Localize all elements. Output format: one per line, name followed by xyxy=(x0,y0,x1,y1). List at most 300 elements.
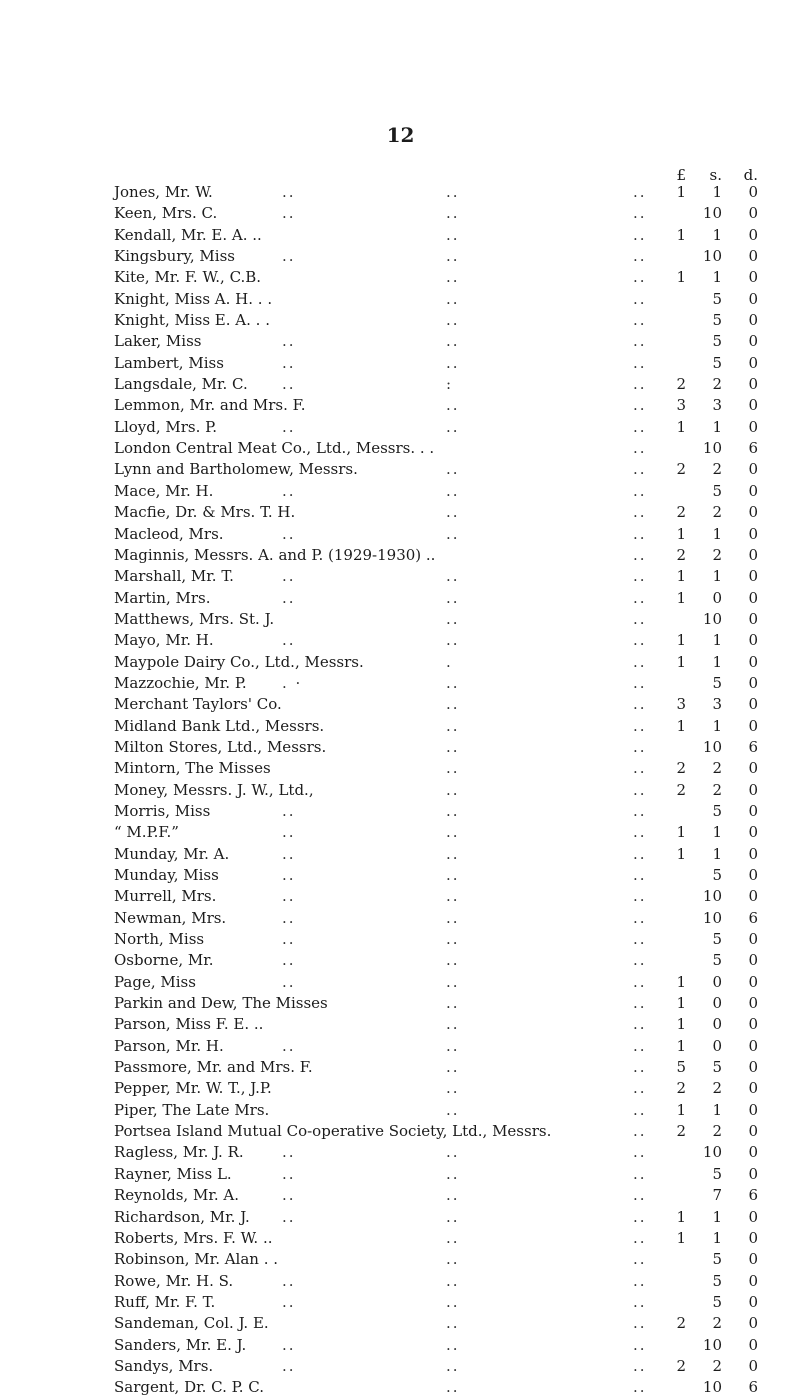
leader-dots: .. xyxy=(446,1356,460,1375)
leader-dots: .. xyxy=(282,567,296,586)
subscriber-name: Sanders, Mr. E. J. xyxy=(114,1335,247,1354)
leader-dots: .. xyxy=(446,1015,460,1034)
amount-pounds: 3 xyxy=(676,695,686,714)
amount-shillings: 10 xyxy=(702,1143,722,1162)
list-item xyxy=(0,1164,801,1185)
leader-dots: .. xyxy=(446,417,460,436)
leader-dots: .. xyxy=(633,503,647,522)
leader-dots: .. xyxy=(446,1335,460,1354)
amount-pounds: 1 xyxy=(676,1207,686,1226)
list-item xyxy=(0,801,801,822)
amount-pence: 0 xyxy=(748,247,758,266)
amount-pence: 0 xyxy=(748,1015,758,1034)
list-item xyxy=(0,972,801,993)
amount-pounds: 2 xyxy=(676,503,686,522)
list-item xyxy=(0,1142,801,1163)
list-item xyxy=(0,1356,801,1377)
amount-pence: 0 xyxy=(748,866,758,884)
amount-pence: 0 xyxy=(748,503,758,522)
leader-dots: .. xyxy=(633,1356,647,1375)
amount-pence: 0 xyxy=(748,225,758,244)
leader-dots: .. xyxy=(282,887,296,906)
amount-shillings: 5 xyxy=(712,353,722,372)
leader-dots: .. xyxy=(633,972,647,991)
amount-shillings: 1 xyxy=(712,417,722,436)
amount-pence: 0 xyxy=(748,396,758,415)
leader-dots: .. xyxy=(446,481,460,500)
leader-dots: .. xyxy=(282,930,296,949)
amount-pence: 0 xyxy=(748,1356,758,1375)
leader-dots: .. xyxy=(282,183,296,201)
amount-pence: 0 xyxy=(748,631,758,650)
amount-pounds: 1 xyxy=(676,1228,686,1247)
leader-dots: .. xyxy=(633,1036,647,1055)
leader-dots: .. xyxy=(633,673,647,692)
leader-dots: .. xyxy=(282,353,296,372)
amount-pounds: 2 xyxy=(676,1314,686,1333)
list-item xyxy=(0,1057,801,1078)
subscriber-name: Richardson, Mr. J. xyxy=(114,1207,250,1226)
amount-shillings: 5 xyxy=(712,866,722,884)
list-item xyxy=(0,865,801,886)
leader-dots: .. xyxy=(633,247,647,266)
leader-dots: .. xyxy=(446,844,460,863)
leader-dots: .. xyxy=(446,396,460,415)
subscriber-name: Sandys, Mrs. xyxy=(114,1356,214,1375)
amount-pence: 0 xyxy=(748,1122,758,1141)
amount-pence: 0 xyxy=(748,1164,758,1183)
list-item xyxy=(0,1185,801,1206)
list-item xyxy=(0,438,801,459)
list-item xyxy=(0,1207,801,1228)
list-item xyxy=(0,267,801,288)
subscriber-name: Money, Messrs. J. W., Ltd., xyxy=(114,780,314,799)
leader-dots: .. xyxy=(282,332,296,351)
list-item xyxy=(0,673,801,694)
amount-pence: 0 xyxy=(748,481,758,500)
leader-dots: .. xyxy=(282,844,296,863)
amount-pence: 0 xyxy=(748,567,758,586)
list-item xyxy=(0,1292,801,1313)
amount-pounds: 2 xyxy=(676,545,686,564)
leader-dots: .. xyxy=(282,524,296,543)
subscriber-name: Macleod, Mrs. xyxy=(114,524,224,543)
amount-shillings: 2 xyxy=(712,503,722,522)
amount-shillings: 5 xyxy=(712,1164,722,1183)
amount-pence: 0 xyxy=(748,545,758,564)
amount-shillings: 5 xyxy=(712,1271,722,1290)
list-item xyxy=(0,459,801,480)
amount-pounds: 1 xyxy=(676,183,686,201)
leader-dots: .. xyxy=(633,759,647,778)
amount-pounds: 1 xyxy=(676,994,686,1013)
leader-dots: .. xyxy=(446,716,460,735)
list-item xyxy=(0,331,801,352)
list-item xyxy=(0,566,801,587)
list-item xyxy=(0,929,801,950)
subscriber-name: Piper, The Late Mrs. xyxy=(114,1100,270,1119)
amount-shillings: 1 xyxy=(712,183,722,201)
leader-dots: .. xyxy=(446,1292,460,1311)
leader-dots: .. xyxy=(446,908,460,927)
leader-dots: .. xyxy=(633,1122,647,1141)
subscriber-name: Murrell, Mrs. xyxy=(114,887,217,906)
leader-dots: .. xyxy=(633,524,647,543)
leader-dots: .. xyxy=(633,204,647,223)
leader-dots: .. xyxy=(633,183,647,201)
amount-pence: 0 xyxy=(748,204,758,223)
amount-shillings: 1 xyxy=(712,652,722,671)
amount-shillings: 10 xyxy=(702,247,722,266)
leader-dots: .. xyxy=(633,1015,647,1034)
leader-dots: .. xyxy=(633,716,647,735)
amount-pence: 0 xyxy=(748,823,758,842)
leader-dots: .. xyxy=(446,247,460,266)
amount-pounds: 1 xyxy=(676,1036,686,1055)
leader-dots: .. xyxy=(633,780,647,799)
amount-shillings: 10 xyxy=(702,439,722,458)
list-item xyxy=(0,716,801,737)
leader-dots: .. xyxy=(633,353,647,372)
leader-dots: .. xyxy=(633,1314,647,1333)
leader-dots: .. xyxy=(633,481,647,500)
leader-dots: .. xyxy=(446,289,460,308)
amount-shillings: 5 xyxy=(712,1292,722,1311)
subscriber-name: Kite, Mr. F. W., C.B. xyxy=(114,268,262,287)
leader-dots: .. xyxy=(446,1036,460,1055)
amount-pounds: 2 xyxy=(676,1356,686,1375)
list-item xyxy=(0,737,801,758)
list-item xyxy=(0,203,801,224)
leader-dots: .. xyxy=(633,225,647,244)
list-item xyxy=(0,1377,801,1398)
amount-pounds: 3 xyxy=(676,396,686,415)
leader-dots: .. xyxy=(633,887,647,906)
subscriber-name: Kingsbury, Miss xyxy=(114,247,235,266)
amount-pence: 0 xyxy=(748,311,758,330)
subscriber-name: Lynn and Bartholomew, Messrs. xyxy=(114,460,358,479)
list-item xyxy=(0,353,801,374)
amount-pence: 0 xyxy=(748,1271,758,1290)
leader-dots: .. xyxy=(446,460,460,479)
list-item xyxy=(0,609,801,630)
subscriber-name: Knight, Miss A. H. . . xyxy=(114,289,273,308)
amount-pounds: 1 xyxy=(676,823,686,842)
amount-pence: 0 xyxy=(748,1100,758,1119)
amount-pence: 0 xyxy=(748,417,758,436)
subscriber-name: Maypole Dairy Co., Ltd., Messrs. xyxy=(114,652,364,671)
amount-pence: 0 xyxy=(748,183,758,201)
list-item xyxy=(0,780,801,801)
list-item xyxy=(0,588,801,609)
amount-pounds: 2 xyxy=(676,759,686,778)
leader-dots: .. xyxy=(446,1228,460,1247)
list-item xyxy=(0,395,801,416)
list-item xyxy=(0,1100,801,1121)
amount-pence: 6 xyxy=(748,1186,758,1205)
amount-shillings: 2 xyxy=(712,375,722,394)
list-item xyxy=(0,1249,801,1270)
leader-dots: .. xyxy=(446,1143,460,1162)
subscriber-name: Portsea Island Mutual Co-operative Society, Ltd., Messrs. xyxy=(114,1122,552,1141)
leader-dots: .. xyxy=(282,417,296,436)
amount-pence: 0 xyxy=(748,1207,758,1226)
amount-shillings: 5 xyxy=(712,673,722,692)
amount-pence: 0 xyxy=(748,268,758,287)
leader-dots: .. xyxy=(446,503,460,522)
amount-shillings: 1 xyxy=(712,225,722,244)
amount-shillings: 0 xyxy=(712,1036,722,1055)
list-item xyxy=(0,908,801,929)
leader-dots: .. xyxy=(282,375,296,394)
leader-dots: .. xyxy=(282,631,296,650)
subscriber-name: Morris, Miss xyxy=(114,801,211,820)
amount-shillings: 1 xyxy=(712,1228,722,1247)
subscriber-name: Munday, Miss xyxy=(114,866,219,884)
amount-pounds: 2 xyxy=(676,460,686,479)
amount-pounds: 5 xyxy=(676,1058,686,1077)
leader-dots: .. xyxy=(633,951,647,970)
leader-dots: .. xyxy=(633,588,647,607)
amount-pence: 0 xyxy=(748,844,758,863)
leader-dots: .. xyxy=(446,1186,460,1205)
amount-shillings: 10 xyxy=(702,1335,722,1354)
leader-dots: .. xyxy=(282,481,296,500)
list-item xyxy=(0,1078,801,1099)
leader-dots: .. xyxy=(633,375,647,394)
amount-shillings: 5 xyxy=(712,311,722,330)
amount-pence: 0 xyxy=(748,375,758,394)
amount-pence: 0 xyxy=(748,1143,758,1162)
leader-dots: .. xyxy=(633,801,647,820)
amount-pence: 0 xyxy=(748,460,758,479)
list-item xyxy=(0,310,801,331)
subscriber-name: Merchant Taylors' Co. xyxy=(114,695,282,714)
amount-pounds: 1 xyxy=(676,716,686,735)
leader-dots: .. xyxy=(633,652,647,671)
subscriber-name: Lloyd, Mrs. P. xyxy=(114,417,217,436)
leader-dots: .. xyxy=(446,353,460,372)
leader-dots: .. xyxy=(446,695,460,714)
leader-dots: .. xyxy=(446,1271,460,1290)
list-item xyxy=(0,374,801,395)
subscriber-name: Munday, Mr. A. xyxy=(114,844,230,863)
leader-dots: .. xyxy=(633,737,647,756)
leader-dots: .. xyxy=(633,695,647,714)
leader-dots: .. xyxy=(446,183,460,201)
leader-dots: .. xyxy=(633,268,647,287)
subscriber-name: Rowe, Mr. H. S. xyxy=(114,1271,234,1290)
amount-shillings: 2 xyxy=(712,1356,722,1375)
amount-shillings: 10 xyxy=(702,887,722,906)
amount-pence: 0 xyxy=(748,994,758,1013)
amount-shillings: 2 xyxy=(712,1079,722,1098)
amount-pence: 0 xyxy=(748,1228,758,1247)
subscriber-name: Martin, Mrs. xyxy=(114,588,211,607)
amount-shillings: 2 xyxy=(712,759,722,778)
leader-dots: .. xyxy=(633,609,647,628)
amount-pounds: 1 xyxy=(676,268,686,287)
leader-dots: .. xyxy=(633,311,647,330)
subscriber-name: Lemmon, Mr. and Mrs. F. xyxy=(114,396,306,415)
list-item xyxy=(0,1121,801,1142)
leader-dots: .. xyxy=(633,1186,647,1205)
amount-pence: 0 xyxy=(748,588,758,607)
amount-shillings: 5 xyxy=(712,801,722,820)
amount-shillings: 5 xyxy=(712,481,722,500)
leader-dots: .. xyxy=(446,823,460,842)
leader-dots: .. xyxy=(633,1079,647,1098)
amount-pounds: 2 xyxy=(676,1122,686,1141)
leader-dots: .. xyxy=(446,780,460,799)
pence-header: d. xyxy=(743,166,758,184)
amount-shillings: 1 xyxy=(712,844,722,863)
leader-dots: .. xyxy=(633,460,647,479)
subscriber-name: London Central Meat Co., Ltd., Messrs. . . xyxy=(114,439,435,458)
leader-dots: .. xyxy=(633,1271,647,1290)
subscriber-name: Mayo, Mr. H. xyxy=(114,631,214,650)
list-item xyxy=(0,481,801,502)
list-item xyxy=(0,1313,801,1334)
amount-shillings: 10 xyxy=(702,609,722,628)
amount-pence: 0 xyxy=(748,951,758,970)
list-item xyxy=(0,1014,801,1035)
leader-dots: .. xyxy=(633,908,647,927)
leader-dots: .. xyxy=(633,1378,647,1397)
leader-dots: .. xyxy=(446,801,460,820)
leader-dots: .. xyxy=(282,1271,296,1290)
leader-dots: .. xyxy=(446,204,460,223)
leader-dots: .. xyxy=(446,1207,460,1226)
leader-dots: .. xyxy=(446,332,460,351)
leader-dots: .. xyxy=(282,588,296,607)
leader-dots: .. xyxy=(446,951,460,970)
subscriber-name: Robinson, Mr. Alan . . xyxy=(114,1250,279,1269)
subscriber-name: Keen, Mrs. C. xyxy=(114,204,218,223)
subscriber-name: Langsdale, Mr. C. xyxy=(114,375,248,394)
subscriber-name: Ruff, Mr. F. T. xyxy=(114,1292,216,1311)
leader-dots: .. xyxy=(633,1228,647,1247)
subscriber-name: Maginnis, Messrs. A. and P. (1929-1930) .. xyxy=(114,545,436,564)
leader-dots: . xyxy=(446,652,453,671)
subscriber-name: Roberts, Mrs. F. W. .. xyxy=(114,1228,273,1247)
leader-dots: .. xyxy=(282,951,296,970)
subscriber-name: Page, Miss xyxy=(114,972,196,991)
subscriber-name: Jones, Mr. W. xyxy=(114,183,213,201)
amount-pence: 0 xyxy=(748,716,758,735)
leader-dots: .. xyxy=(633,1207,647,1226)
subscriber-name: Mace, Mr. H. xyxy=(114,481,214,500)
amount-shillings: 10 xyxy=(702,908,722,927)
amount-shillings: 5 xyxy=(712,951,722,970)
subscriber-name: Ragless, Mr. J. R. xyxy=(114,1143,244,1162)
leader-dots: .. xyxy=(446,1314,460,1333)
list-item xyxy=(0,246,801,267)
amount-pence: 0 xyxy=(748,1058,758,1077)
list-item xyxy=(0,758,801,779)
leader-dots: .. xyxy=(633,396,647,415)
amount-pence: 0 xyxy=(748,759,758,778)
leader-dots: .. xyxy=(633,1292,647,1311)
leader-dots: .. xyxy=(446,588,460,607)
leader-dots: .. xyxy=(633,439,647,458)
amount-shillings: 2 xyxy=(712,545,722,564)
amount-pounds: 1 xyxy=(676,631,686,650)
amount-shillings: 3 xyxy=(712,396,722,415)
leader-dots: .. xyxy=(446,567,460,586)
subscriber-name: Marshall, Mr. T. xyxy=(114,567,234,586)
amount-pounds: 1 xyxy=(676,1015,686,1034)
amount-pence: 0 xyxy=(748,1314,758,1333)
leader-dots: .. xyxy=(633,823,647,842)
leader-dots: .. xyxy=(633,1335,647,1354)
amount-pounds: 1 xyxy=(676,588,686,607)
list-item xyxy=(0,822,801,843)
amount-pence: 0 xyxy=(748,695,758,714)
list-item xyxy=(0,289,801,310)
subscriber-name: Lambert, Miss xyxy=(114,353,224,372)
leader-dots: .. xyxy=(282,866,296,884)
amount-shillings: 2 xyxy=(712,460,722,479)
leader-dots: .. xyxy=(633,567,647,586)
list-item xyxy=(0,652,801,673)
amount-shillings: 5 xyxy=(712,930,722,949)
amount-shillings: 0 xyxy=(712,972,722,991)
subscriber-name: Knight, Miss E. A. . . xyxy=(114,311,270,330)
leader-dots: .. xyxy=(633,994,647,1013)
amount-pence: 0 xyxy=(748,609,758,628)
amount-pence: 6 xyxy=(748,908,758,927)
amount-pence: 0 xyxy=(748,801,758,820)
amount-pounds: 1 xyxy=(676,652,686,671)
leader-dots: .. xyxy=(446,631,460,650)
amount-shillings: 3 xyxy=(712,695,722,714)
list-item xyxy=(0,993,801,1014)
list-item xyxy=(0,502,801,523)
leader-dots: .. xyxy=(446,1250,460,1269)
leader-dots: .. xyxy=(633,1143,647,1162)
amount-shillings: 0 xyxy=(712,588,722,607)
amount-pence: 0 xyxy=(748,332,758,351)
amount-shillings: 10 xyxy=(702,1378,722,1397)
leader-dots: .. xyxy=(282,1186,296,1205)
amount-pence: 0 xyxy=(748,524,758,543)
pounds-header: £ xyxy=(676,166,686,184)
amount-shillings: 7 xyxy=(712,1186,722,1205)
amount-pounds: 2 xyxy=(676,1079,686,1098)
amount-shillings: 5 xyxy=(712,332,722,351)
amount-pence: 0 xyxy=(748,930,758,949)
leader-dots: .. xyxy=(633,631,647,650)
list-item xyxy=(0,886,801,907)
leader-dots: .. xyxy=(446,225,460,244)
subscriber-name: Mintorn, The Misses xyxy=(114,759,271,778)
amount-pence: 6 xyxy=(748,737,758,756)
subscriber-name: Parson, Miss F. E. .. xyxy=(114,1015,264,1034)
amount-pence: 0 xyxy=(748,652,758,671)
amount-pounds: 1 xyxy=(676,1100,686,1119)
amount-pence: 0 xyxy=(748,972,758,991)
list-item xyxy=(0,182,801,203)
amount-shillings: 1 xyxy=(712,631,722,650)
leader-dots: .. xyxy=(282,247,296,266)
amount-pence: 0 xyxy=(748,887,758,906)
subscriber-name: Rayner, Miss L. xyxy=(114,1164,232,1183)
amount-pounds: 1 xyxy=(676,225,686,244)
amount-pounds: 2 xyxy=(676,780,686,799)
leader-dots: .. xyxy=(446,1164,460,1183)
leader-dots: .. xyxy=(633,417,647,436)
